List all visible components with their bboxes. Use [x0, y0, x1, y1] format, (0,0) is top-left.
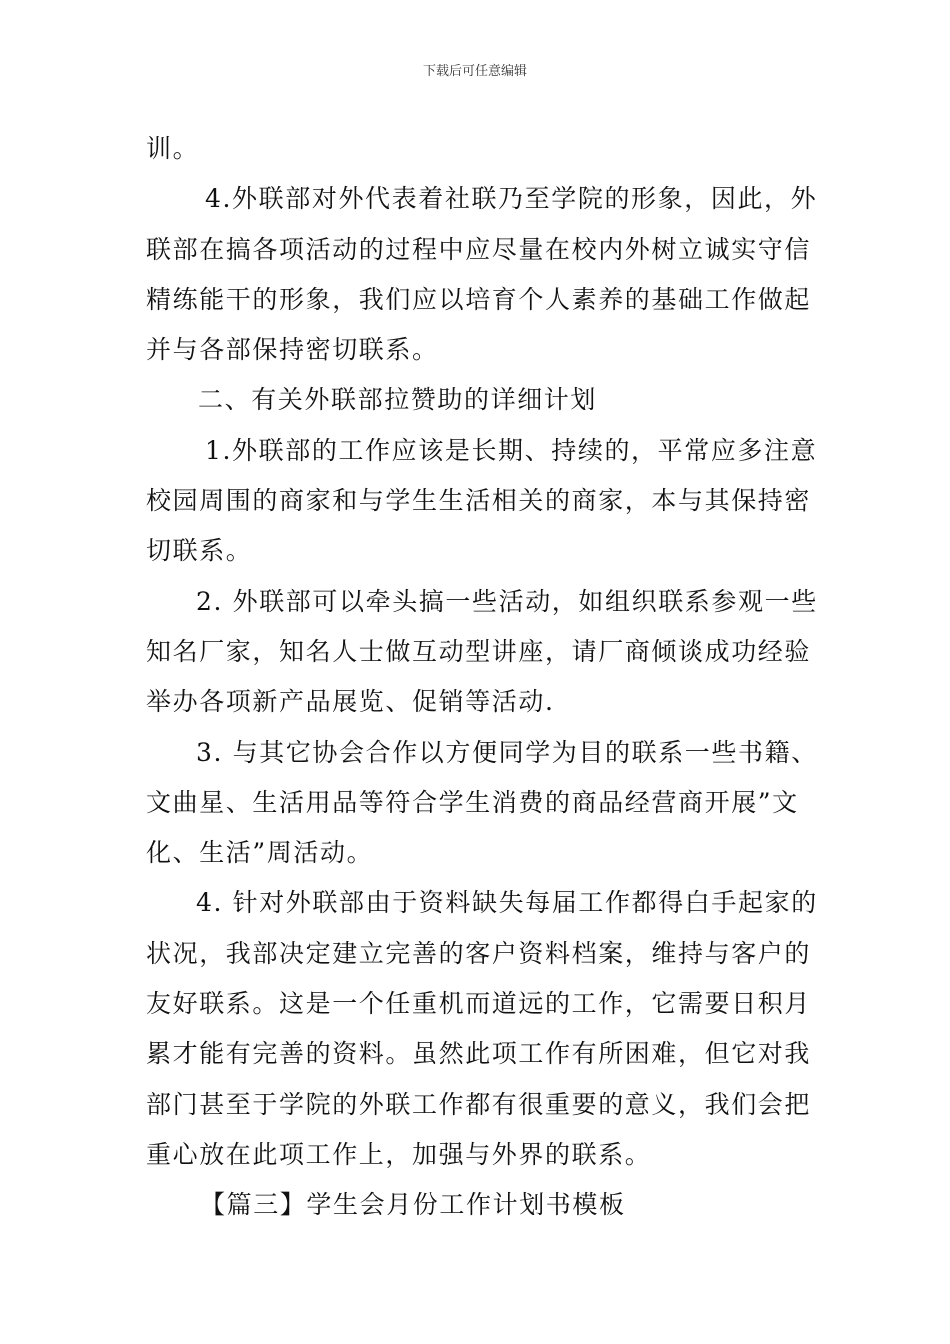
paragraph-line: 状况，我部决定建立完善的客户资料档案，维持与客户的 [146, 938, 812, 968]
section-heading: 二、有关外联部拉赞助的详细计划 [198, 385, 598, 415]
paragraph-line: 部门甚至于学院的外联工作都有很重要的意义，我们会把 [146, 1089, 812, 1119]
paragraph-line: 校园周围的商家和与学生生活相关的商家，本与其保持密 [146, 486, 812, 516]
page-header: 下载后可任意编辑 [422, 64, 527, 79]
paragraph-line: 2. 外联部可以牵头搞一些活动，如组织联系参观一些 [196, 586, 818, 616]
document-body [146, 124, 818, 1231]
paragraph-line: 并与各部保持密切联系。 [146, 335, 439, 365]
paragraph-line: 文曲星、生活用品等符合学生消费的商品经营商开展”文 [146, 787, 799, 817]
paragraph-line: 精练能干的形象，我们应以培育个人素养的基础工作做起 [146, 284, 812, 314]
paragraph-line: 累才能有完善的资料。虽然此项工作有所困难，但它对我 [146, 1039, 812, 1069]
section-heading: 【篇三】学生会月份工作计划书模板 [200, 1190, 626, 1220]
paragraph-line: 4. 针对外联部由于资料缺失每届工作都得白手起家的 [196, 888, 818, 918]
paragraph-line: 知名厂家，知名人士做互动型讲座，请厂商倾谈成功经验 [146, 636, 812, 666]
paragraph-line: 1.外联部的工作应该是长期、持续的，平常应多注意 [205, 435, 818, 465]
paragraph-line: 化、生活”周活动。 [146, 838, 374, 868]
paragraph-line: 举办各项新产品展览、促销等活动. [146, 687, 555, 717]
paragraph-line: 4.外联部对外代表着社联乃至学院的形象，因此，外 [205, 184, 818, 214]
paragraph-line: 重心放在此项工作上，加强与外界的联系。 [146, 1139, 652, 1169]
paragraph-line: 3. 与其它协会合作以方便同学为目的联系一些书籍、 [196, 737, 818, 767]
paragraph-line: 训。 [146, 134, 200, 163]
paragraph-line: 联部在搞各项活动的过程中应尽量在校内外树立诚实守信 [146, 234, 812, 264]
paragraph-line: 切联系。 [146, 536, 253, 566]
paragraph-line: 友好联系。这是一个任重机而道远的工作，它需要日积月 [146, 989, 812, 1019]
